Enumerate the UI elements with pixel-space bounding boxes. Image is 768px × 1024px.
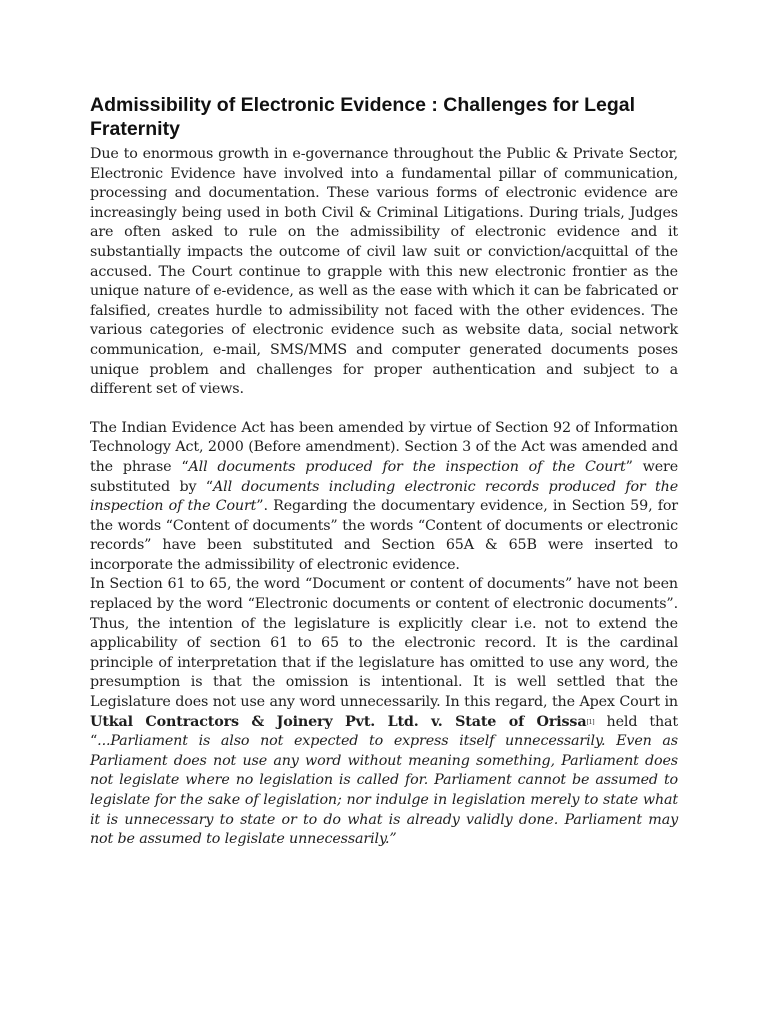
case-citation: Utkal Contractors & Joinery Pvt. Ltd. v. State of Orissa — [90, 713, 587, 730]
interpretation-paragraph — [90, 575, 678, 849]
paragraph-text: ”. Regarding the documentary evidence, in Section 59, for the words “Content of documents” the words “Content of documents or electronic records” have been substituted and Section 65A & 65B were inserted to incorporate the admissibility of electronic evidence. — [90, 498, 678, 573]
paragraph-text: held that “ — [90, 713, 678, 750]
court-quotation: ...Parliament is also not expected to express itself unnecessarily. Even as Parliament does not use any word without meaning something, Parliament does not legislate where no legislation is called for. Parliament cannot be assumed to legislate for the sake of legislation; nor indulge in legislation merely to state what it is unnecessary to state or to do what is already validly done. Parliament may not be assumed to legislate unnecessarily. — [90, 733, 678, 848]
paragraph-text: In Section 61 to 65, the word “Document or content of documents” have not been replaced by the word “Electronic documents or content of electronic documents”. Thus, the intention of the legislature is explicitly clear i.e. not to extend the applicability of section 61 to 65 to the electronic record. It is the cardinal principle of interpretation that if the legislature has omitted to use any word, the presumption is that the omission is intentional. It is well settled that the Legislature does not use any word unnecessarily. In this regard, the Apex Court in — [90, 576, 678, 711]
quoted-phrase-original: All documents produced for the inspection of the Court — [188, 458, 626, 475]
quoted-phrase-substituted: All documents including electronic records produced for the inspection of the Court — [90, 478, 679, 515]
article-title: Admissibility of Electronic Evidence : Challenges for Legal Fraternity — [90, 94, 636, 140]
paragraph-text: The Indian Evidence Act has been amended by virtue of Section 92 of Information Technology Act, 2000 (Before amendment). Section 3 of the Act was amended and the phrase “ — [90, 419, 678, 475]
intro-paragraph: Due to enormous growth in e-governance throughout the Public & Private Sector, Electronic Evidence have involved into a fundamental pillar of communication, processing and documentation. These various forms of electronic evidence are increasingly being used in both Civil & Criminal Litigations. During trials, Judges are often asked to rule on the admissibility of electronic evidence and it substantially impacts the outcome of civil law suit or conviction/acquittal of the accused. The Court continue to grapple with this new electronic frontier as the unique nature of e-evidence, as well as the ease with which it can be fabricated or falsified, creates hurdle to admissibility not faced with the other evidences. The various categories of electronic evidence such as website data, social network communication, e-mail, SMS/MMS and computer generated documents poses unique problem and challenges for proper authentication and subject to a different set of views. — [90, 146, 678, 398]
closing-quote: ” — [389, 831, 397, 848]
paragraph-text: ” were substituted by “ — [90, 458, 679, 495]
evidence-act-paragraph — [90, 419, 678, 576]
footnote-link[interactable]: [1] — [586, 718, 595, 726]
document-page — [90, 93, 678, 850]
